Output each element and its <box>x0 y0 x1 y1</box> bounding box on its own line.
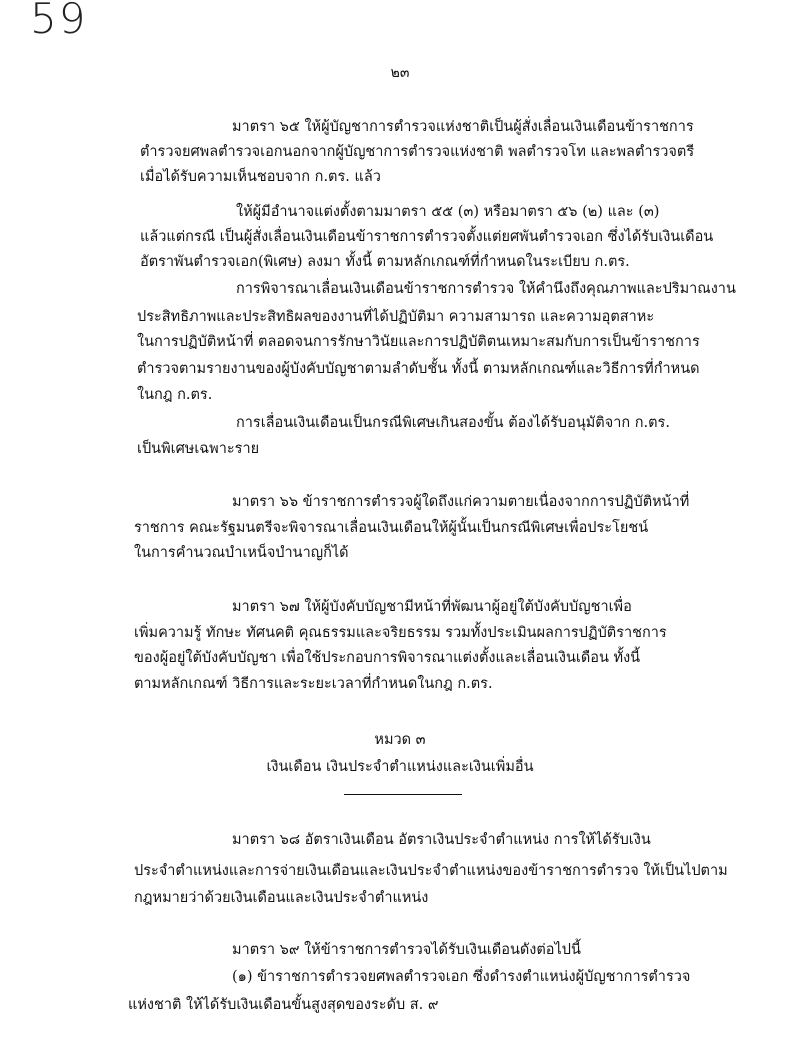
handwritten-page-note: 59 <box>30 0 88 43</box>
section-68-line-2: ประจำตำแหน่งและการจ่ายเงินเดือนและเงินประจำตำแหน่งของข้าราชการตำรวจ ให้เป็นไปตาม <box>134 863 728 879</box>
section-67-line-4: ตามหลักเกณฑ์ วิธีการและระยะเวลาที่กำหนดในกฎ ก.ตร. <box>134 676 493 692</box>
section-65-para2-line-2: แล้วแต่กรณี เป็นผู้สั่งเลื่อนเงินเดือนข้าราชการตำรวจตั้งแต่ยศพันตำรวจเอก ซึ่งได้รับเงินเดือน <box>140 229 714 245</box>
section-69-line-1: มาตรา ๖๙ ให้ข้าราชการตำรวจได้รับเงินเดือนดังต่อไปนี้ <box>232 942 581 958</box>
heading-divider <box>344 794 462 795</box>
section-67-line-2: เพิ่มความรู้ ทักษะ ทัศนคติ คุณธรรมและจริยธรรม รวมทั้งประเมินผลการปฏิบัติราชการ <box>134 625 667 641</box>
page-number: ๒๓ <box>390 65 410 81</box>
chapter-title: เงินเดือน เงินประจำตำแหน่งและเงินเพิ่มอื่น <box>266 759 534 775</box>
section-65-para4-line-2: เป็นพิเศษเฉพาะราย <box>137 441 260 457</box>
section-65-line-3: เมื่อได้รับความเห็นชอบจาก ก.ตร. แล้ว <box>140 169 381 185</box>
section-65-para3-line-5: ในกฎ ก.ตร. <box>137 387 213 403</box>
section-65-para2-line-1: ให้ผู้มีอำนาจแต่งตั้งตามมาตรา ๕๕ (๓) หรือมาตรา ๕๖ (๒) และ (๓) <box>236 204 660 220</box>
chapter-heading: หมวด ๓ <box>374 732 426 748</box>
section-67-line-1: มาตรา ๖๗ ให้ผู้บังคับบัญชามีหน้าที่พัฒนาผู้อยู่ใต้บังคับบัญชาเพื่อ <box>232 599 632 615</box>
section-66-line-3: ในการคำนวณบำเหน็จบำนาญก็ได้ <box>134 545 349 561</box>
section-69-item-1-line-1: (๑) ข้าราชการตำรวจยศพลตำรวจเอก ซึ่งดำรงตำแหน่งผู้บัญชาการตำรวจ <box>232 969 691 985</box>
section-65-para3-line-3: ในการปฏิบัติหน้าที่ ตลอดจนการรักษาวินัยและการปฏิบัติตนเหมาะสมกับการเป็นข้าราชการ <box>137 334 700 350</box>
section-65-para2-line-3: อัตราพันตำรวจเอก(พิเศษ) ลงมา ทั้งนี้ ตามหลักเกณฑ์ที่กำหนดในระเบียบ ก.ตร. <box>140 254 630 270</box>
section-66-line-1: มาตรา ๖๖ ข้าราชการตำรวจผู้ใดถึงแก่ความตายเนื่องจากการปฏิบัติหน้าที่ <box>232 494 690 510</box>
section-65-line-1: มาตรา ๖๕ ให้ผู้บัญชาการตำรวจแห่งชาติเป็นผู้สั่งเลื่อนเงินเดือนข้าราชการ <box>232 119 694 135</box>
section-65-para3-line-2: ประสิทธิภาพและประสิทธิผลของงานที่ได้ปฏิบัติมา ความสามารถ และความอุตสาหะ <box>137 309 655 325</box>
section-68-line-3: กฎหมายว่าด้วยเงินเดือนและเงินประจำตำแหน่ง <box>134 890 429 906</box>
section-69-item-1-line-2: แห่งชาติ ให้ได้รับเงินเดือนขั้นสูงสุดของระดับ ส. ๙ <box>128 997 439 1013</box>
section-65-para3-line-4: ตำรวจตามรายงานของผู้บังคับบัญชาตามลำดับชั้น ทั้งนี้ ตามหลักเกณฑ์และวิธีการที่กำหนด <box>137 361 700 377</box>
section-65-line-2: ตำรวจยศพลตำรวจเอกนอกจากผู้บัญชาการตำรวจแห่งชาติ พลตำรวจโท และพลตำรวจตรี <box>140 144 695 160</box>
section-66-line-2: ราชการ คณะรัฐมนตรีจะพิจารณาเลื่อนเงินเดือนให้ผู้นั้นเป็นกรณีพิเศษเพื่อประโยชน์ <box>134 520 649 536</box>
section-65-para3-line-1: การพิจารณาเลื่อนเงินเดือนข้าราชการตำรวจ ให้คำนึงถึงคุณภาพและปริมาณงาน <box>236 281 736 297</box>
section-65-para4-line-1: การเลื่อนเงินเดือนเป็นกรณีพิเศษเกินสองขั้น ต้องได้รับอนุมัติจาก ก.ตร. <box>236 415 670 431</box>
section-68-line-1: มาตรา ๖๘ อัตราเงินเดือน อัตราเงินประจำตำแหน่ง การให้ได้รับเงิน <box>232 832 651 848</box>
section-67-line-3: ของผู้อยู่ใต้บังคับบัญชา เพื่อใช้ประกอบการพิจารณาแต่งตั้งและเลื่อนเงินเดือน ทั้งนี้ <box>134 650 641 666</box>
